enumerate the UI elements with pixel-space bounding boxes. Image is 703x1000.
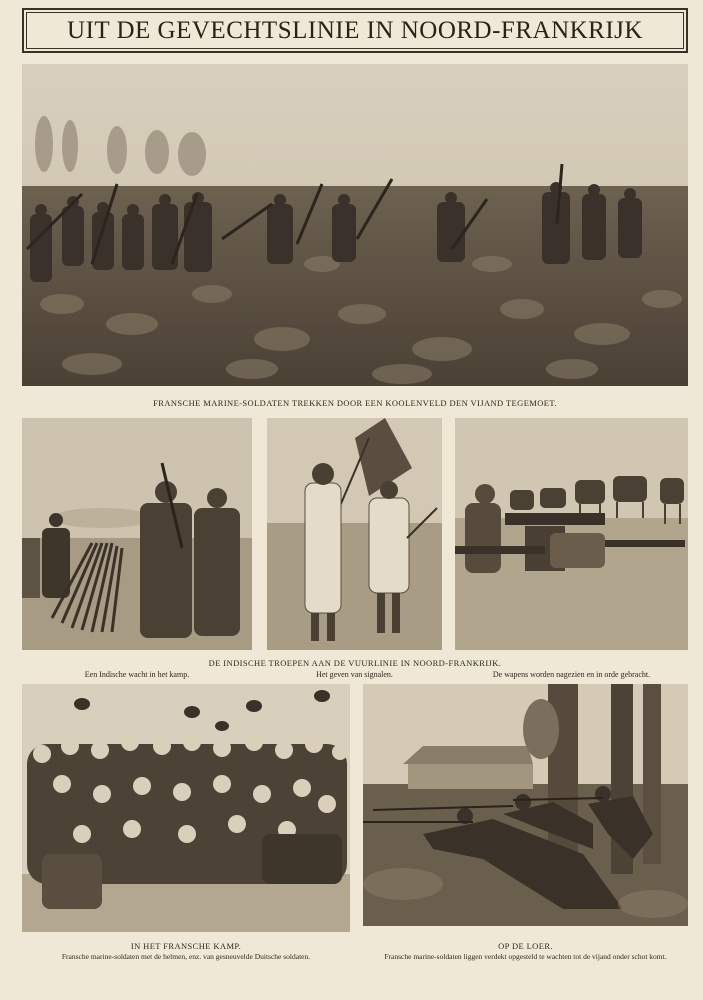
page-title: UIT DE GEVECHTSLINIE IN NOORD-FRANKRIJK: [67, 16, 643, 44]
middle-row-group-caption: DE INDISCHE TROEPEN AAN DE VUURLINIE IN NOORD-FRANKRIJK.: [208, 658, 502, 668]
page-title-frame: [22, 8, 688, 53]
middle-photo-3-caption: De wapens worden nagezien en in orde gebracht.: [492, 670, 651, 679]
photo-indian-guard: [22, 418, 252, 650]
photo-on-the-lookout: [363, 684, 688, 926]
middle-photo-1-caption: Een Indische wacht in het kamp.: [84, 670, 190, 679]
photo-marines-cabbage-field: [22, 64, 688, 386]
bottom-right-caption: Fransche marine-soldaten liggen verdekt opgesteld te wachten tot de vijand onder schot komt.: [384, 952, 667, 961]
photo-top-caption: FRANSCHE MARINE-SOLDATEN TREKKEN DOOR EEN KOOLENVELD DEN VIJAND TEGEMOET.: [153, 398, 557, 408]
photo-french-camp: [22, 684, 350, 932]
middle-photo-2-caption: Het geven van signalen.: [316, 670, 393, 679]
photo-signals: [267, 418, 442, 650]
photo-weapons-inspection: [455, 418, 688, 650]
bottom-right-title: OP DE LOER.: [498, 941, 553, 951]
bottom-left-caption: Fransche marine-soldaten met de helmen, enz. van gesneuvelde Duitsche soldaten.: [61, 952, 311, 961]
bottom-left-title: IN HET FRANSCHE KAMP.: [130, 941, 242, 951]
